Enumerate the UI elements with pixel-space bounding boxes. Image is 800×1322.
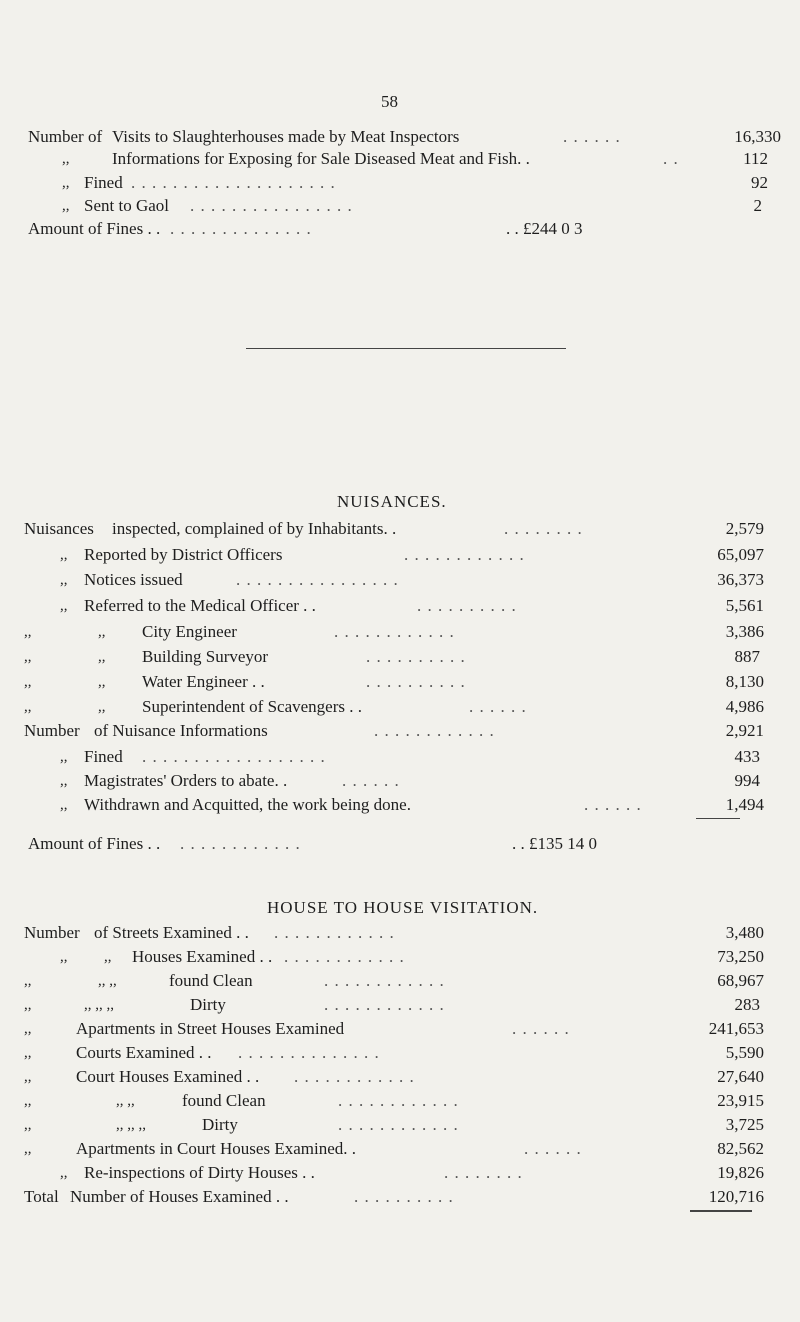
row-value: 3,725 — [725, 1115, 764, 1134]
row-value: 4,986 — [725, 697, 764, 716]
row-label: Superintendent of Scavengers . . — [142, 697, 362, 716]
leader-dots: . . . . . . . . . . . . — [338, 1091, 459, 1110]
meat-row-prefix: Number of — [28, 127, 103, 146]
ditto-mark: ,, — [62, 198, 70, 214]
nuisance-row — [24, 746, 784, 770]
visitation-row — [24, 1066, 784, 1090]
row-value: 994 — [734, 771, 760, 790]
amount-label: Amount of Fines . . — [28, 834, 161, 853]
ditto-mark: ,, — [98, 674, 106, 690]
nuisance-row — [24, 671, 784, 695]
ditto-mark: ,, ,, ,, — [84, 997, 114, 1013]
row-prefix: Number — [24, 721, 80, 740]
row-value: 1,494 — [725, 795, 764, 814]
nuisances-heading: NUISANCES. — [337, 492, 447, 511]
row-label: Magistrates' Orders to abate. . — [84, 771, 288, 790]
row-label: Fined — [84, 747, 123, 766]
nuisance-row — [24, 544, 784, 568]
nuisance-row — [24, 595, 784, 619]
ditto-mark: ,, — [24, 997, 32, 1013]
total-rule — [690, 1210, 752, 1212]
row-prefix: Number — [24, 923, 80, 942]
ditto-mark: ,, — [24, 699, 32, 715]
leader-dots: . . — [663, 149, 679, 168]
nuisance-row — [24, 696, 784, 720]
meat-row-label: Fined — [84, 173, 123, 192]
row-label: Number of Houses Examined . . — [70, 1187, 289, 1206]
leader-dots: . . . . . . . . . . . . — [334, 622, 455, 641]
visitation-row — [24, 922, 784, 946]
amount-value: . . £244 0 3 — [506, 219, 583, 238]
visitation-row — [24, 946, 784, 970]
nuisance-row — [24, 569, 784, 593]
ditto-mark: ,, ,, — [116, 1093, 135, 1109]
leader-dots: . . . . . . — [563, 127, 621, 146]
visitation-row — [24, 1042, 784, 1066]
row-label: inspected, complained of by Inhabitants. . — [112, 519, 397, 538]
row-label: Court Houses Examined . . — [76, 1067, 260, 1086]
leader-dots: . . . . . . . . . . . . — [274, 923, 395, 942]
row-value: 887 — [734, 647, 760, 666]
leader-dots: . . . . . . — [469, 697, 527, 716]
ditto-mark: ,, — [24, 1093, 32, 1109]
leader-dots: . . . . . . . . . . — [366, 672, 466, 691]
row-label: Building Surveyor — [142, 647, 269, 666]
meat-row-label: Visits to Slaughterhouses made by Meat Inspectors — [112, 127, 460, 146]
nuisance-row — [24, 518, 784, 542]
nuisance-row — [24, 770, 784, 794]
meat-row-informations — [28, 148, 788, 172]
row-value: 3,386 — [725, 622, 764, 641]
visitation-row — [24, 1114, 784, 1138]
ditto-mark: ,, — [24, 1069, 32, 1085]
meat-row-gaol — [28, 195, 788, 219]
ditto-mark: ,, — [24, 674, 32, 690]
ditto-mark: ,, — [60, 572, 68, 588]
row-label: Houses Examined . . — [132, 947, 273, 966]
ditto-mark: ,, — [104, 949, 112, 965]
row-value: 2,579 — [725, 519, 764, 538]
ditto-mark: ,, — [98, 624, 106, 640]
row-label: Dirty — [202, 1115, 238, 1134]
leader-dots: . . . . . . . . . . . . — [338, 1115, 459, 1134]
page-number: 58 — [381, 92, 398, 111]
leader-dots: . . . . . . . . . . . . . . . . — [190, 196, 353, 215]
leader-dots: . . . . . . . . . . . . . . . . — [236, 570, 399, 589]
row-label: Apartments in Court Houses Examined. . — [76, 1139, 356, 1158]
leader-dots: . . . . . . . . . . . . — [324, 995, 445, 1014]
section-divider — [246, 348, 566, 349]
row-value: 27,640 — [717, 1067, 764, 1086]
row-value: 433 — [734, 747, 760, 766]
visitation-row — [24, 994, 784, 1018]
nuisance-row — [24, 794, 784, 818]
meat-amount-of-fines — [28, 218, 788, 242]
ditto-mark: ,, — [60, 797, 68, 813]
leader-dots: . . . . . . — [342, 771, 400, 790]
ditto-mark: ,, — [60, 773, 68, 789]
nuisance-amount-of-fines — [28, 833, 788, 857]
row-prefix: Nuisances — [24, 519, 94, 538]
leader-dots: . . . . . . . . . . . . . . . . . . — [142, 747, 326, 766]
row-value: 82,562 — [717, 1139, 764, 1158]
row-prefix: Total — [24, 1187, 59, 1206]
leader-dots: . . . . . . . . . . — [417, 596, 517, 615]
row-label: City Engineer — [142, 622, 237, 641]
leader-dots: . . . . . . . . — [444, 1163, 523, 1182]
ditto-mark: ,, — [24, 624, 32, 640]
leader-dots: . . . . . . . . — [504, 519, 583, 538]
visitation-row — [24, 970, 784, 994]
visitation-row — [24, 1162, 784, 1186]
ditto-mark: ,, — [62, 151, 70, 167]
meat-row-value: 92 — [751, 173, 768, 192]
nuisance-row — [24, 646, 784, 670]
row-value: 3,480 — [725, 923, 764, 942]
row-label: Courts Examined . . — [76, 1043, 212, 1062]
leader-dots: . . . . . . . . . . . . — [180, 834, 301, 853]
row-value: 36,373 — [717, 570, 764, 589]
row-value: 241,653 — [708, 1019, 764, 1038]
row-label: Apartments in Street Houses Examined — [76, 1019, 345, 1038]
ditto-mark: ,, — [60, 1165, 68, 1181]
ditto-mark: ,, — [60, 749, 68, 765]
ditto-mark: ,, — [60, 598, 68, 614]
visitation-row — [24, 1138, 784, 1162]
ditto-mark: ,, ,, ,, — [116, 1117, 146, 1133]
row-value: 5,561 — [725, 596, 764, 615]
leader-dots: . . . . . . . . . . . . — [324, 971, 445, 990]
row-value: 2,921 — [725, 721, 764, 740]
ditto-mark: ,, — [60, 949, 68, 965]
row-value: 5,590 — [725, 1043, 764, 1062]
ditto-mark: ,, — [60, 547, 68, 563]
row-label: Withdrawn and Acquitted, the work being done. — [84, 795, 411, 814]
row-value: 19,826 — [717, 1163, 764, 1182]
row-label: Dirty — [190, 995, 226, 1014]
row-label: of Nuisance Informations — [94, 721, 268, 740]
row-label: Notices issued — [84, 570, 183, 589]
meat-row-label: Sent to Gaol — [84, 196, 169, 215]
row-label: found Clean — [182, 1091, 266, 1110]
leader-dots: . . . . . . — [524, 1139, 582, 1158]
row-value: 73,250 — [717, 947, 764, 966]
leader-dots: . . . . . . — [512, 1019, 570, 1038]
row-value: 65,097 — [717, 545, 764, 564]
meat-row-value: 112 — [743, 149, 768, 168]
meat-row-visits — [28, 126, 788, 150]
house-visitation-heading: HOUSE TO HOUSE VISITATION. — [267, 898, 539, 917]
ditto-mark: ,, — [24, 1141, 32, 1157]
row-value: 8,130 — [725, 672, 764, 691]
leader-dots: . . . . . . . . . . . . . . — [170, 219, 312, 238]
ditto-mark: ,, — [24, 1117, 32, 1133]
ditto-mark: ,, — [98, 649, 106, 665]
leader-dots: . . . . . . . . . . . . — [294, 1067, 415, 1086]
nuisance-row — [24, 720, 784, 744]
row-label: of Streets Examined . . — [94, 923, 249, 942]
amount-value: . . £135 14 0 — [512, 834, 597, 853]
visitation-row-total — [24, 1186, 784, 1210]
row-value: 23,915 — [717, 1091, 764, 1110]
leader-dots: . . . . . . — [584, 795, 642, 814]
leader-dots: . . . . . . . . . . — [366, 647, 466, 666]
ditto-mark: ,, — [24, 1021, 32, 1037]
leader-dots: . . . . . . . . . . — [354, 1187, 454, 1206]
leader-dots: . . . . . . . . . . . . — [404, 545, 525, 564]
row-label: Water Engineer . . — [142, 672, 265, 691]
meat-row-label: Informations for Exposing for Sale Diseased Meat and Fish. . — [112, 149, 530, 168]
ditto-mark: ,, ,, — [98, 973, 117, 989]
visitation-row — [24, 1090, 784, 1114]
total-rule — [696, 818, 740, 819]
leader-dots: . . . . . . . . . . . . — [374, 721, 495, 740]
nuisance-row — [24, 621, 784, 645]
row-value: 283 — [734, 995, 760, 1014]
row-label: Reported by District Officers — [84, 545, 283, 564]
amount-label: Amount of Fines . . — [28, 219, 161, 238]
meat-row-value: 16,330 — [734, 127, 781, 146]
ditto-mark: ,, — [98, 699, 106, 715]
leader-dots: . . . . . . . . . . . . . . — [238, 1043, 380, 1062]
ditto-mark: ,, — [24, 1045, 32, 1061]
ditto-mark: ,, — [62, 175, 70, 191]
leader-dots: . . . . . . . . . . . . — [284, 947, 405, 966]
row-label: Referred to the Medical Officer . . — [84, 596, 316, 615]
leader-dots: . . . . . . . . . . . . . . . . . . . . — [131, 173, 336, 192]
ditto-mark: ,, — [24, 649, 32, 665]
row-label: Re-inspections of Dirty Houses . . — [84, 1163, 315, 1182]
meat-row-fined — [28, 172, 788, 196]
row-value: 68,967 — [717, 971, 764, 990]
ditto-mark: ,, — [24, 973, 32, 989]
row-label: found Clean — [169, 971, 253, 990]
row-value: 120,716 — [708, 1187, 764, 1206]
visitation-row — [24, 1018, 784, 1042]
meat-row-value: 2 — [753, 196, 762, 215]
